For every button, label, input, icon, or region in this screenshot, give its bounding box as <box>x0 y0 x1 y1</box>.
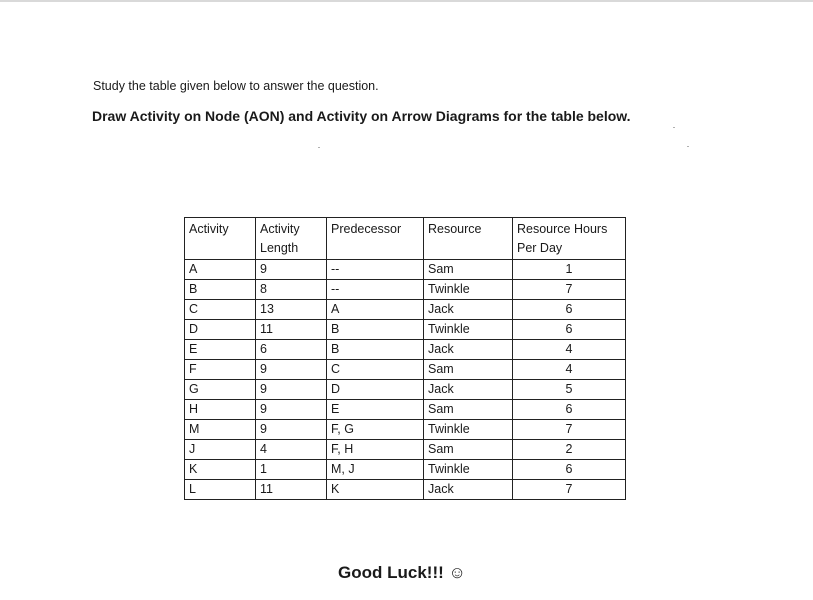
cell-length: 9 <box>256 260 327 280</box>
cell-hours: 4 <box>513 360 626 380</box>
cell-activity: G <box>185 380 256 400</box>
cell-predecessor: F, G <box>327 420 424 440</box>
cell-hours: 4 <box>513 340 626 360</box>
cell-length: 11 <box>256 320 327 340</box>
header-hours-line1: Resource Hours <box>517 222 608 236</box>
cell-hours: 6 <box>513 460 626 480</box>
cell-hours: 7 <box>513 480 626 500</box>
cell-predecessor: B <box>327 340 424 360</box>
cell-length: 9 <box>256 400 327 420</box>
header-activity: Activity <box>185 218 256 260</box>
cell-length: 6 <box>256 340 327 360</box>
cell-predecessor: F, H <box>327 440 424 460</box>
cell-predecessor: M, J <box>327 460 424 480</box>
header-length-line1: Activity <box>260 222 300 236</box>
table-header-row <box>185 218 626 260</box>
cell-activity: E <box>185 340 256 360</box>
table-row <box>185 260 626 280</box>
table-row <box>185 480 626 500</box>
cell-resource: Twinkle <box>424 280 513 300</box>
cell-resource: Sam <box>424 400 513 420</box>
table-row <box>185 460 626 480</box>
cell-resource: Sam <box>424 360 513 380</box>
cell-activity: L <box>185 480 256 500</box>
scan-speck <box>318 147 320 148</box>
table-row <box>185 400 626 420</box>
cell-hours: 1 <box>513 260 626 280</box>
cell-hours: 5 <box>513 380 626 400</box>
cell-resource: Sam <box>424 440 513 460</box>
activity-table <box>184 217 626 500</box>
cell-activity: H <box>185 400 256 420</box>
header-activity-length <box>256 218 327 260</box>
cell-predecessor: -- <box>327 280 424 300</box>
cell-length: 13 <box>256 300 327 320</box>
table-row <box>185 300 626 320</box>
cell-resource: Jack <box>424 340 513 360</box>
cell-hours: 7 <box>513 420 626 440</box>
cell-hours: 2 <box>513 440 626 460</box>
cell-hours: 6 <box>513 320 626 340</box>
cell-resource: Jack <box>424 300 513 320</box>
cell-hours: 6 <box>513 400 626 420</box>
cell-resource: Jack <box>424 480 513 500</box>
cell-length: 11 <box>256 480 327 500</box>
cell-resource: Twinkle <box>424 420 513 440</box>
cell-length: 9 <box>256 380 327 400</box>
cell-predecessor: -- <box>327 260 424 280</box>
cell-length: 4 <box>256 440 327 460</box>
cell-hours: 7 <box>513 280 626 300</box>
top-border <box>0 0 813 2</box>
cell-predecessor: E <box>327 400 424 420</box>
cell-predecessor: C <box>327 360 424 380</box>
cell-activity: D <box>185 320 256 340</box>
header-resource: Resource <box>424 218 513 260</box>
cell-predecessor: K <box>327 480 424 500</box>
cell-hours: 6 <box>513 300 626 320</box>
cell-predecessor: B <box>327 320 424 340</box>
cell-activity: J <box>185 440 256 460</box>
cell-length: 8 <box>256 280 327 300</box>
cell-resource: Jack <box>424 380 513 400</box>
table-row <box>185 440 626 460</box>
table-row <box>185 360 626 380</box>
header-length-line2: Length <box>260 241 299 255</box>
header-resource-hours <box>513 218 626 260</box>
question-heading: Draw Activity on Node (AON) and Activity on Arrow Diagrams for the table below. <box>92 108 631 124</box>
scan-speck <box>687 146 689 147</box>
cell-activity: K <box>185 460 256 480</box>
table-row <box>185 280 626 300</box>
intro-text: Study the table given below to answer the question. <box>93 79 379 93</box>
table-row <box>185 320 626 340</box>
table-row <box>185 380 626 400</box>
header-predecessor: Predecessor <box>327 218 424 260</box>
cell-predecessor: A <box>327 300 424 320</box>
cell-length: 9 <box>256 360 327 380</box>
cell-resource: Sam <box>424 260 513 280</box>
cell-predecessor: D <box>327 380 424 400</box>
cell-length: 9 <box>256 420 327 440</box>
table-row <box>185 420 626 440</box>
table-row <box>185 340 626 360</box>
cell-activity: A <box>185 260 256 280</box>
closing-message: Good Luck!!! ☺ <box>338 563 466 582</box>
scan-speck <box>673 127 675 128</box>
cell-activity: C <box>185 300 256 320</box>
cell-resource: Twinkle <box>424 320 513 340</box>
header-hours-line2: Per Day <box>517 241 563 255</box>
cell-activity: F <box>185 360 256 380</box>
cell-activity: B <box>185 280 256 300</box>
cell-length: 1 <box>256 460 327 480</box>
cell-resource: Twinkle <box>424 460 513 480</box>
cell-activity: M <box>185 420 256 440</box>
